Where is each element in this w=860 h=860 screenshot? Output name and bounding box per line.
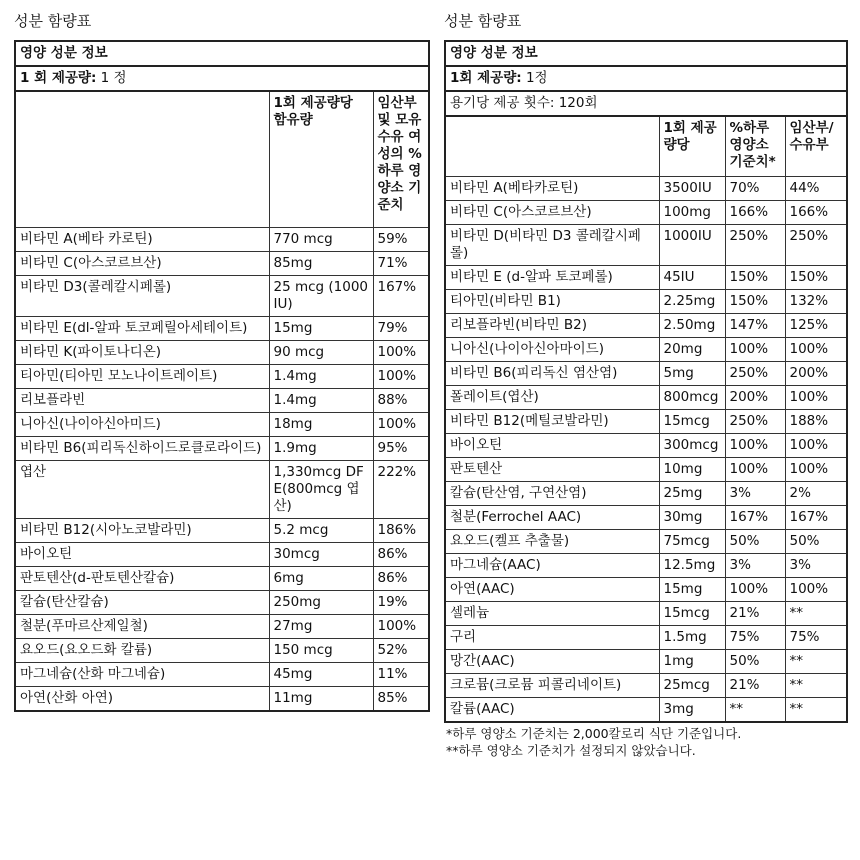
right-cell: 150% [725, 290, 785, 314]
right-cell: 250% [725, 410, 785, 434]
left-cell: 59% [373, 228, 429, 252]
right-servings-row [445, 91, 847, 116]
right-cell: 147% [725, 314, 785, 338]
right-cell: 3500IU [659, 177, 725, 201]
left-cell: 비타민 A(베타 카로틴) [15, 228, 269, 252]
right-cell: 칼륨(AAC) [445, 698, 659, 723]
right-cell: 167% [785, 506, 847, 530]
right-cell: 100% [725, 458, 785, 482]
left-cell: 90 mcg [269, 341, 373, 365]
right-cell: 100% [725, 434, 785, 458]
left-table-row [15, 591, 429, 615]
right-table-row [445, 201, 847, 225]
left-cell: 86% [373, 567, 429, 591]
left-col-header-3: 임산부 및 모유 수유 여성의 % 하루 영양소 기준치 [373, 91, 429, 228]
left-serving-row [15, 66, 429, 91]
right-table-row [445, 225, 847, 266]
right-cell: ** [785, 698, 847, 723]
right-cell: 티아민(비타민 B1) [445, 290, 659, 314]
right-cell: 판토텐산 [445, 458, 659, 482]
left-cell: 바이오틴 [15, 543, 269, 567]
left-table-row [15, 639, 429, 663]
right-col-header-1 [445, 116, 659, 177]
right-cell: 25mg [659, 482, 725, 506]
left-cell: 마그네슘(산화 마그네슘) [15, 663, 269, 687]
left-cell: 1.4mg [269, 389, 373, 413]
left-table-row [15, 252, 429, 276]
right-serving [445, 66, 847, 91]
right-cell: 1000IU [659, 225, 725, 266]
right-cell: 75mcg [659, 530, 725, 554]
left-table-row [15, 317, 429, 341]
right-table-row [445, 410, 847, 434]
right-footnote-1: *하루 영양소 기준치는 2,000칼로리 식단 기준입니다. [446, 726, 742, 741]
left-cell: 770 mcg [269, 228, 373, 252]
left-cell: 85% [373, 687, 429, 712]
left-cell: 비타민 E(dl-알파 토코페릴아세테이트) [15, 317, 269, 341]
right-footnotes [446, 725, 846, 759]
left-cell: 아연(산화 아연) [15, 687, 269, 712]
right-cell: 10mg [659, 458, 725, 482]
left-cell: 86% [373, 543, 429, 567]
left-table-row [15, 663, 429, 687]
right-cell: 요오드(켈프 추출물) [445, 530, 659, 554]
left-facts-table [14, 40, 430, 712]
right-cell: 100% [785, 386, 847, 410]
right-cell: 44% [785, 177, 847, 201]
right-table-row [445, 674, 847, 698]
right-cell: 50% [725, 650, 785, 674]
right-cell: 100% [785, 578, 847, 602]
left-table-row [15, 228, 429, 252]
right-table-row [445, 314, 847, 338]
left-cell: 요오드(요오드화 칼륨) [15, 639, 269, 663]
right-cell: ** [785, 602, 847, 626]
left-cell: 30mcg [269, 543, 373, 567]
right-cell: ** [785, 674, 847, 698]
left-cell: 95% [373, 437, 429, 461]
right-table-row [445, 650, 847, 674]
right-serving-label: 1회 제공량: [450, 70, 522, 86]
right-cell: 167% [725, 506, 785, 530]
left-cell: 비타민 K(파이토나디온) [15, 341, 269, 365]
right-table-row [445, 458, 847, 482]
left-cell: 52% [373, 639, 429, 663]
right-cell: 비타민 C(아스코르브산) [445, 201, 659, 225]
right-cell: 250% [725, 362, 785, 386]
right-cell: 3mg [659, 698, 725, 723]
left-cell: 79% [373, 317, 429, 341]
right-cell: 166% [785, 201, 847, 225]
right-cell: 3% [785, 554, 847, 578]
right-cell: 30mg [659, 506, 725, 530]
left-table-row [15, 389, 429, 413]
left-table-row [15, 341, 429, 365]
right-cell: 125% [785, 314, 847, 338]
right-cell: 50% [785, 530, 847, 554]
left-serving-value: 1 정 [96, 70, 127, 86]
left-cell: 25 mcg (1000 IU) [269, 276, 373, 317]
right-table-row [445, 362, 847, 386]
left-col-header-2: 1회 제공량당 함유량 [269, 91, 373, 228]
right-serving-value: 1정 [521, 70, 548, 86]
right-cell: 니아신(나이아신아마이드) [445, 338, 659, 362]
right-cell: 188% [785, 410, 847, 434]
right-cell: 250% [785, 225, 847, 266]
right-table-row [445, 554, 847, 578]
left-table-row [15, 615, 429, 639]
right-col-header-2: 1회 제공량당 [659, 116, 725, 177]
left-cell: 1.4mg [269, 365, 373, 389]
left-column-header-row [15, 91, 429, 228]
right-cell: 100% [725, 338, 785, 362]
right-cell: 비타민 E (d-알파 토코페롤) [445, 266, 659, 290]
left-cell: 18mg [269, 413, 373, 437]
right-table-row [445, 386, 847, 410]
right-table-row [445, 482, 847, 506]
right-table-row [445, 290, 847, 314]
right-cell: 70% [725, 177, 785, 201]
right-cell: 20mg [659, 338, 725, 362]
left-serving [15, 66, 429, 91]
left-cell: 100% [373, 413, 429, 437]
right-cell: 21% [725, 674, 785, 698]
right-cell: 2.25mg [659, 290, 725, 314]
right-cell: 45IU [659, 266, 725, 290]
right-cell: 150% [785, 266, 847, 290]
left-cell: 167% [373, 276, 429, 317]
left-table-row [15, 276, 429, 317]
right-cell: 15mcg [659, 602, 725, 626]
right-table-row [445, 266, 847, 290]
left-table-row [15, 365, 429, 389]
left-cell: 85mg [269, 252, 373, 276]
left-cell: 27mg [269, 615, 373, 639]
right-cell: 마그네슘(AAC) [445, 554, 659, 578]
left-cell: 비타민 B12(시아노코발라민) [15, 519, 269, 543]
right-cell: 25mcg [659, 674, 725, 698]
right-cell: 1mg [659, 650, 725, 674]
left-cell: 222% [373, 461, 429, 519]
right-table-row [445, 578, 847, 602]
left-heading: 성분 함량표 [14, 12, 92, 30]
right-cell: 50% [725, 530, 785, 554]
left-cell: 리보플라빈 [15, 389, 269, 413]
right-table-row [445, 626, 847, 650]
right-cell: 300mcg [659, 434, 725, 458]
left-cell: 11% [373, 663, 429, 687]
left-title: 영양 성분 정보 [15, 41, 429, 66]
right-cell: 200% [785, 362, 847, 386]
right-cell: 철분(Ferrochel AAC) [445, 506, 659, 530]
right-table-row [445, 338, 847, 362]
left-cell: 100% [373, 341, 429, 365]
right-cell: 비타민 D(비타민 D3 콜레칼시페롤) [445, 225, 659, 266]
left-cell: 6mg [269, 567, 373, 591]
right-cell: 아연(AAC) [445, 578, 659, 602]
left-cell: 88% [373, 389, 429, 413]
right-col-header-4: 임산부/수유부 [785, 116, 847, 177]
right-facts-table [444, 40, 848, 723]
right-cell: 200% [725, 386, 785, 410]
right-cell: 75% [725, 626, 785, 650]
right-title: 영양 성분 정보 [445, 41, 847, 66]
right-cell: 100% [785, 458, 847, 482]
right-cell: 2.50mg [659, 314, 725, 338]
right-cell: 12.5mg [659, 554, 725, 578]
left-cell: 71% [373, 252, 429, 276]
left-cell: 비타민 D3(콜레칼시페롤) [15, 276, 269, 317]
left-cell: 250mg [269, 591, 373, 615]
right-table-row [445, 698, 847, 723]
left-cell: 니아신(나이아신아미드) [15, 413, 269, 437]
right-cell: 132% [785, 290, 847, 314]
right-cell: 3% [725, 554, 785, 578]
right-cell: 1.5mg [659, 626, 725, 650]
right-col-header-3: %하루 영양소 기준치* [725, 116, 785, 177]
left-cell: 철분(푸마르산제일철) [15, 615, 269, 639]
right-cell: 구리 [445, 626, 659, 650]
right-cell: ** [785, 650, 847, 674]
left-table-row [15, 413, 429, 437]
right-cell: 3% [725, 482, 785, 506]
left-cell: 비타민 C(아스코르브산) [15, 252, 269, 276]
right-cell: 100% [725, 578, 785, 602]
left-cell: 엽산 [15, 461, 269, 519]
right-cell: 비타민 B6(피리독신 염산염) [445, 362, 659, 386]
right-serving-row [445, 66, 847, 91]
left-table-row [15, 567, 429, 591]
left-table-row [15, 461, 429, 519]
left-cell: 186% [373, 519, 429, 543]
left-cell: 칼슘(탄산칼슘) [15, 591, 269, 615]
right-cell: 100% [785, 338, 847, 362]
right-cell: 166% [725, 201, 785, 225]
right-cell: 5mg [659, 362, 725, 386]
left-cell: 5.2 mcg [269, 519, 373, 543]
right-servings-per-container: 용기당 제공 횟수: 120회 [445, 91, 847, 116]
right-table-row [445, 434, 847, 458]
right-cell: 100mg [659, 201, 725, 225]
right-cell: 15mg [659, 578, 725, 602]
right-cell: 셀레늄 [445, 602, 659, 626]
right-cell: 리보플라빈(비타민 B2) [445, 314, 659, 338]
right-footnote-2: **하루 영양소 기준치가 설정되지 않았습니다. [446, 743, 696, 758]
left-table-row [15, 437, 429, 461]
right-cell: 망간(AAC) [445, 650, 659, 674]
left-cell: 100% [373, 365, 429, 389]
left-table-row [15, 519, 429, 543]
right-cell: 250% [725, 225, 785, 266]
right-table-row [445, 506, 847, 530]
left-table-row [15, 687, 429, 712]
right-cell: 바이오틴 [445, 434, 659, 458]
right-cell: 75% [785, 626, 847, 650]
right-cell: 폴레이트(엽산) [445, 386, 659, 410]
left-table-row [15, 543, 429, 567]
left-cell: 1.9mg [269, 437, 373, 461]
right-cell: 비타민 A(베타카로틴) [445, 177, 659, 201]
right-table-row [445, 177, 847, 201]
right-title-row [445, 41, 847, 66]
right-cell: 100% [785, 434, 847, 458]
right-table-row [445, 602, 847, 626]
right-table-row [445, 530, 847, 554]
left-cell: 판토텐산(d-판토텐산칼슘) [15, 567, 269, 591]
left-cell: 11mg [269, 687, 373, 712]
right-cell: ** [725, 698, 785, 723]
left-cell: 45mg [269, 663, 373, 687]
left-cell: 100% [373, 615, 429, 639]
left-cell: 19% [373, 591, 429, 615]
right-heading: 성분 함량표 [444, 12, 522, 30]
right-cell: 2% [785, 482, 847, 506]
right-cell: 크로뮴(크로뮴 피콜리네이트) [445, 674, 659, 698]
left-cell: 비타민 B6(피리독신하이드로클로라이드) [15, 437, 269, 461]
right-cell: 칼슘(탄산염, 구연산염) [445, 482, 659, 506]
right-cell: 비타민 B12(메틸코발라민) [445, 410, 659, 434]
right-cell: 15mcg [659, 410, 725, 434]
left-title-row [15, 41, 429, 66]
left-col-header-1 [15, 91, 269, 228]
left-cell: 150 mcg [269, 639, 373, 663]
left-cell: 1,330mcg DFE(800mcg 엽산) [269, 461, 373, 519]
right-cell: 21% [725, 602, 785, 626]
right-column-header-row [445, 116, 847, 177]
left-serving-label: 1 회 제공량: [20, 70, 97, 86]
left-cell: 티아민(티아민 모노나이트레이트) [15, 365, 269, 389]
right-cell: 150% [725, 266, 785, 290]
left-cell: 15mg [269, 317, 373, 341]
right-cell: 800mcg [659, 386, 725, 410]
